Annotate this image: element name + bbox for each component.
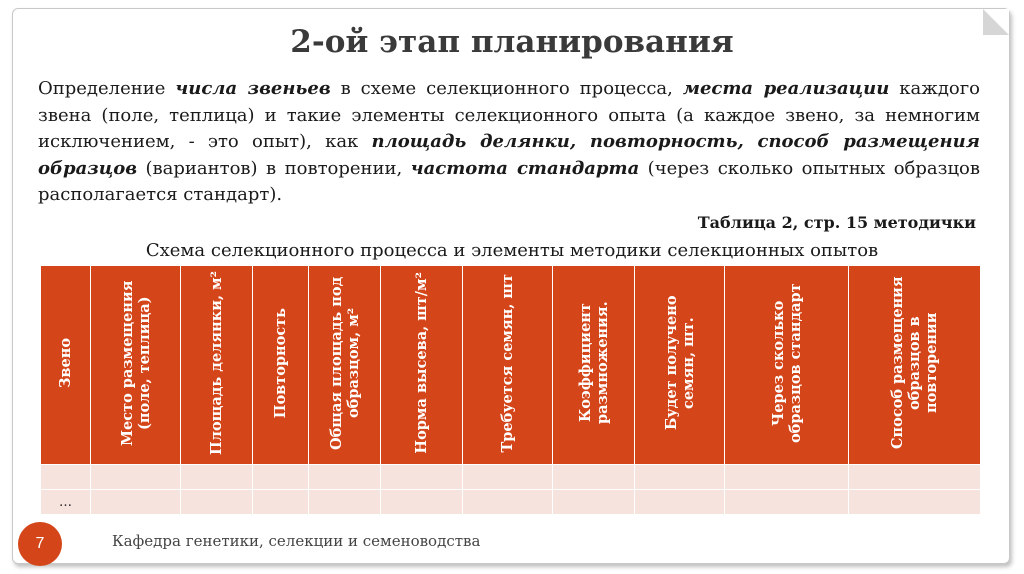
column-header-label: Звено xyxy=(57,337,74,389)
emphasized-term: частота стандарта xyxy=(410,157,640,179)
column-header-label: Повторность xyxy=(272,307,289,419)
table-cell xyxy=(41,465,91,490)
table-cell xyxy=(725,465,849,490)
table-row xyxy=(41,465,981,490)
table-cell xyxy=(253,490,309,515)
emphasized-term: числа звеньев xyxy=(175,78,331,99)
table-cell xyxy=(381,465,463,490)
table-cell xyxy=(381,490,463,515)
column-header-label: Место размещения (поле, теплица) xyxy=(118,280,153,446)
column-header-label: Коэффициент размножения. xyxy=(576,301,611,425)
table-cell xyxy=(635,490,725,515)
column-header xyxy=(41,266,91,465)
body-paragraph xyxy=(38,76,980,209)
column-header-label: Через сколько образцов стандарт xyxy=(769,283,804,443)
emphasized-term: площадь делянки, повторность, способ размещения образцов xyxy=(38,131,980,179)
table-caption: Схема селекционного процесса и элементы методики селекционных опытов xyxy=(145,240,879,261)
table-cell xyxy=(553,465,635,490)
table-row xyxy=(41,490,981,515)
table-cell xyxy=(91,465,181,490)
column-header xyxy=(381,266,463,465)
paragraph-text: Определение xyxy=(38,78,176,99)
table-reference: Таблица 2, стр. 15 методички xyxy=(697,213,976,232)
column-header xyxy=(253,266,309,465)
paragraph-text: (вариантов) в повторении, xyxy=(137,157,411,179)
column-header-label: Площадь делянки, м² xyxy=(208,271,225,455)
column-header-label: Способ размещения образцов в повторении xyxy=(889,276,940,450)
paragraph-text: каждого звена (поле, теплица) и такие элементы селекционного опыта (а каждое звено, за немногим исключением, - это опыт), как xyxy=(38,78,981,152)
table-cell: … xyxy=(41,490,91,515)
selection-scheme-table xyxy=(40,265,981,515)
paragraph-text: в схеме селекционного процесса, xyxy=(330,78,683,99)
table-cell xyxy=(181,465,253,490)
page-number-badge xyxy=(18,522,62,566)
table-cell xyxy=(553,490,635,515)
column-header xyxy=(309,266,381,465)
column-header xyxy=(91,266,181,465)
column-header-label: Будет получено семян, шт. xyxy=(662,295,697,431)
footer-department: Кафедра генетики, селекции и семеноводства xyxy=(112,532,481,550)
column-header xyxy=(463,266,553,465)
table-cell xyxy=(181,490,253,515)
page-number: 7 xyxy=(35,535,45,552)
emphasized-term: места реализации xyxy=(682,78,890,99)
table-cell xyxy=(635,465,725,490)
column-header xyxy=(725,266,849,465)
table-cell xyxy=(463,465,553,490)
table-cell xyxy=(253,465,309,490)
table-cell xyxy=(309,490,381,515)
table-header-row xyxy=(41,266,981,465)
table-cell xyxy=(463,490,553,515)
table-cell xyxy=(309,465,381,490)
table-cell xyxy=(725,490,849,515)
column-header-label: Норма высева, шт/м² xyxy=(413,272,430,454)
column-header-label: Требуется семян, шт xyxy=(499,273,516,453)
column-header xyxy=(849,266,981,465)
paragraph-text: (через сколько опытных образцов располагается стандарт). xyxy=(38,157,980,205)
column-header-label: Общая площадь под образцом, м² xyxy=(327,276,362,450)
column-header xyxy=(635,266,725,465)
table-cell xyxy=(849,490,981,515)
slide-title: 2-ой этап планирования xyxy=(290,24,734,60)
table-cell xyxy=(91,490,181,515)
column-header xyxy=(553,266,635,465)
column-header xyxy=(181,266,253,465)
table-cell xyxy=(849,465,981,490)
